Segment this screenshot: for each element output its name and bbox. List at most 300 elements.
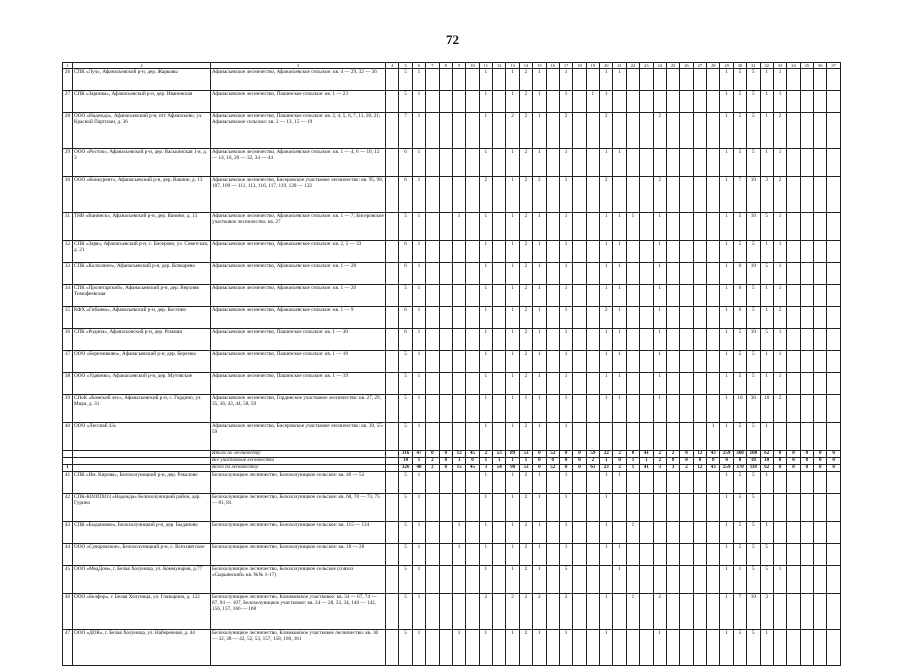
value-cell xyxy=(426,494,439,522)
value-cell: 7 xyxy=(733,594,746,630)
value-cell xyxy=(707,149,720,177)
value-cell: 5 xyxy=(733,494,746,522)
summary-value: 2 xyxy=(653,458,666,465)
value-cell: 1 xyxy=(412,594,425,630)
value-cell xyxy=(693,351,706,373)
value-cell xyxy=(707,329,720,351)
value-cell xyxy=(814,522,827,544)
value-cell: 1 xyxy=(613,263,626,285)
value-cell xyxy=(452,113,465,149)
value-cell xyxy=(439,91,452,113)
value-cell: 1 xyxy=(760,373,773,395)
value-cell: 1 xyxy=(533,373,546,395)
summary-value: 316 xyxy=(399,451,412,458)
value-cell: 1 xyxy=(479,307,492,329)
value-cell: 5 xyxy=(733,213,746,241)
value-cell: 1 xyxy=(720,285,733,307)
value-cell: 7 xyxy=(733,177,746,213)
value-cell xyxy=(814,594,827,630)
value-cell: 1 xyxy=(412,630,425,666)
table-row xyxy=(63,263,841,285)
value-cell: 1 xyxy=(760,91,773,113)
value-cell xyxy=(439,149,452,177)
value-cell: 1 xyxy=(479,149,492,177)
value-cell xyxy=(452,91,465,113)
value-cell xyxy=(586,285,599,307)
value-cell: 5 xyxy=(733,522,746,544)
value-cell: 6 xyxy=(399,149,412,177)
value-cell xyxy=(827,395,840,423)
value-cell: 1 xyxy=(506,395,519,423)
value-cell: 1 xyxy=(773,373,786,395)
value-cell xyxy=(439,423,452,451)
value-cell xyxy=(493,263,506,285)
summary-value: 0 xyxy=(693,458,706,465)
value-cell: 5 xyxy=(747,241,760,263)
value-cell xyxy=(680,594,693,630)
value-cell xyxy=(814,113,827,149)
value-cell xyxy=(466,522,479,544)
value-cell xyxy=(573,113,586,149)
location-cell: Белохолуницкое лесничество, Белохолуницкое сельское: кв. 40 — 52 xyxy=(211,472,386,494)
value-cell xyxy=(680,630,693,666)
value-cell: 2 xyxy=(533,177,546,213)
value-cell xyxy=(626,329,639,351)
value-cell xyxy=(814,373,827,395)
value-cell xyxy=(573,494,586,522)
value-cell: 1 xyxy=(760,285,773,307)
value-cell xyxy=(800,241,813,263)
value-cell xyxy=(546,263,559,285)
table-row xyxy=(63,395,841,423)
summary-value: 2 xyxy=(586,458,599,465)
value-cell: 2 xyxy=(773,113,786,149)
table-row xyxy=(63,177,841,213)
value-cell xyxy=(800,307,813,329)
location-cell: Белохолуницкое лесничество, Белохолуницкое сельское: кв. 68, 70 — 73, 75 — 81, 83 xyxy=(211,494,386,522)
value-cell xyxy=(586,594,599,630)
value-cell xyxy=(814,241,827,263)
value-cell: 1 xyxy=(412,307,425,329)
value-cell xyxy=(827,91,840,113)
value-cell xyxy=(626,351,639,373)
table-row xyxy=(63,307,841,329)
location-cell: Белохолуницкое лесничество, Климковское участковое лесничество: кв. 30 — 32, 38 — 42, 52, 53, 157, 158, 160, 161 xyxy=(211,630,386,666)
summary-value: 0 xyxy=(827,451,840,458)
value-cell: 1 xyxy=(479,423,492,451)
summary-row xyxy=(63,465,841,472)
value-cell xyxy=(787,241,800,263)
value-cell xyxy=(586,494,599,522)
value-cell xyxy=(707,91,720,113)
table-row xyxy=(63,472,841,494)
summary-value: 0 xyxy=(439,465,452,472)
row-number: 37 xyxy=(63,351,73,373)
value-cell: 1 xyxy=(720,395,733,423)
value-cell xyxy=(613,91,626,113)
location-cell: Афанасьевское лесничество, Афанасьевское сельское: кв. 1 — 20 xyxy=(211,285,386,307)
summary-value: 0 xyxy=(573,458,586,465)
value-cell xyxy=(439,544,452,566)
row-number: 34 xyxy=(63,285,73,307)
value-cell xyxy=(653,69,666,91)
value-cell xyxy=(493,113,506,149)
value-cell xyxy=(626,566,639,594)
location-cell: Афанасьевское лесничество, Пашинское сельское: кв. 1 — 19 xyxy=(211,373,386,395)
value-cell: 1 xyxy=(506,423,519,451)
location-cell: Афанасьевское лесничество, Афанасьевское сельское: кв. 1 — 9 xyxy=(211,307,386,329)
value-cell: 1 xyxy=(479,285,492,307)
summary-value: 0 xyxy=(787,451,800,458)
value-cell xyxy=(586,69,599,91)
value-cell xyxy=(626,113,639,149)
value-cell: 5 xyxy=(747,630,760,666)
value-cell xyxy=(800,566,813,594)
value-cell: 1 xyxy=(613,472,626,494)
value-cell xyxy=(452,69,465,91)
column-number-18: 18 xyxy=(573,63,586,69)
value-cell xyxy=(653,494,666,522)
value-cell: 1 xyxy=(613,285,626,307)
value-cell: 1 xyxy=(760,472,773,494)
value-cell: 2 xyxy=(519,113,532,149)
value-cell xyxy=(707,213,720,241)
summary-value: 360 xyxy=(733,451,746,458)
value-cell xyxy=(439,630,452,666)
value-cell xyxy=(626,395,639,423)
summary-value: 0 xyxy=(439,458,452,465)
value-cell xyxy=(787,149,800,177)
value-cell: 1 xyxy=(412,263,425,285)
value-cell xyxy=(693,566,706,594)
value-cell xyxy=(493,594,506,630)
value-cell xyxy=(586,307,599,329)
value-cell: 1 xyxy=(506,522,519,544)
value-cell xyxy=(452,594,465,630)
row-number: 47 xyxy=(63,630,73,666)
value-cell: 1 xyxy=(613,69,626,91)
value-cell: 2 xyxy=(519,423,532,451)
value-cell xyxy=(426,213,439,241)
value-cell xyxy=(707,263,720,285)
value-cell: 1 xyxy=(720,544,733,566)
value-cell: 1 xyxy=(559,241,572,263)
value-cell: 1 xyxy=(412,566,425,594)
value-cell: 1 xyxy=(412,285,425,307)
value-cell xyxy=(626,69,639,91)
value-cell: 5 xyxy=(399,566,412,594)
value-cell: 1 xyxy=(533,351,546,373)
value-cell xyxy=(800,373,813,395)
value-cell: 5 xyxy=(399,285,412,307)
value-cell: 5 xyxy=(747,351,760,373)
value-cell: 1 xyxy=(519,395,532,423)
location-cell: Афанасьевское лесничество, Афанасьевское сельское: кв. 1 — 28 xyxy=(211,263,386,285)
value-cell: 1 xyxy=(533,213,546,241)
summary-value: 3 xyxy=(479,465,492,472)
organization-cell: СПК «Колхозное», Афанасьевский р-н, дер. Кочкарево xyxy=(73,263,211,285)
value-cell xyxy=(626,630,639,666)
column-number-35: 35 xyxy=(800,63,813,69)
summary-value: 12 xyxy=(693,465,706,472)
value-cell xyxy=(680,329,693,351)
column-number-19: 19 xyxy=(586,63,599,69)
value-cell xyxy=(640,241,653,263)
value-cell xyxy=(666,149,679,177)
value-cell: 1 xyxy=(506,373,519,395)
value-cell xyxy=(573,241,586,263)
value-cell xyxy=(586,113,599,149)
value-cell xyxy=(493,329,506,351)
summary-value: 0 xyxy=(439,451,452,458)
value-cell xyxy=(493,241,506,263)
value-cell xyxy=(493,149,506,177)
summary-value: 1 xyxy=(640,458,653,465)
value-cell: 2 xyxy=(519,522,532,544)
summary-pre xyxy=(63,458,73,465)
value-cell: 1 xyxy=(479,69,492,91)
value-cell: 2 xyxy=(600,177,613,213)
value-cell xyxy=(680,494,693,522)
value-cell xyxy=(814,91,827,113)
value-cell: 1 xyxy=(533,241,546,263)
value-cell xyxy=(493,472,506,494)
summary-value: 1 xyxy=(479,458,492,465)
summary-label: Итого по лесничеству: xyxy=(211,451,386,458)
value-cell xyxy=(666,69,679,91)
value-cell xyxy=(613,522,626,544)
value-cell: 5 xyxy=(747,522,760,544)
value-cell xyxy=(653,472,666,494)
value-cell: 1 xyxy=(613,566,626,594)
summary-value: 45 xyxy=(466,465,479,472)
summary-value: 15 xyxy=(452,465,465,472)
value-cell: 2 xyxy=(519,594,532,630)
location-cell: Афанасьевское лесничество, Пашинское сельское: кв. 2, 4, 5, 6, 7, 11, 20, 21; Афанасьевское сельское: кв. 2 — 13, 15 — 19 xyxy=(211,113,386,149)
value-cell xyxy=(640,329,653,351)
value-cell: 1 xyxy=(506,307,519,329)
value-cell: 3 xyxy=(760,594,773,630)
value-cell xyxy=(680,149,693,177)
value-cell xyxy=(573,472,586,494)
value-cell xyxy=(493,522,506,544)
value-cell xyxy=(386,213,399,241)
value-cell xyxy=(800,149,813,177)
organization-cell: ООО «Конкурент», Афанасьевский р-н, дер. Вакино, д. 13 xyxy=(73,177,211,213)
value-cell xyxy=(586,177,599,213)
value-cell xyxy=(452,149,465,177)
summary-value: 259 xyxy=(720,451,733,458)
value-cell xyxy=(827,285,840,307)
organization-cell: ООО «МедДом», г. Белая Холуница, ул. Коммунаров, д.77 xyxy=(73,566,211,594)
value-cell xyxy=(493,307,506,329)
summary-value: 61 xyxy=(586,465,599,472)
column-number-37: 37 xyxy=(827,63,840,69)
value-cell xyxy=(707,494,720,522)
value-cell xyxy=(787,213,800,241)
table-row xyxy=(63,544,841,566)
summary-value: 59 xyxy=(586,451,599,458)
summary-value: 0 xyxy=(573,465,586,472)
value-cell: 1 xyxy=(613,241,626,263)
value-cell: 1 xyxy=(479,630,492,666)
value-cell: 1 xyxy=(720,566,733,594)
value-cell xyxy=(426,472,439,494)
value-cell xyxy=(693,69,706,91)
value-cell xyxy=(787,395,800,423)
location-cell: Афанасьевское лесничество, Афанасьевское сельское: кв. 1 — 4, 6 — 10, 12 — 14, 16, 20 — 32, 34 — 44 xyxy=(211,149,386,177)
value-cell xyxy=(680,285,693,307)
value-cell: 5 xyxy=(733,544,746,566)
value-cell xyxy=(452,494,465,522)
location-cell: Белохолуницкое лесничество, Белохолуницкое сельское (совхоз «Сырьянский» кв. №№ 1-17) xyxy=(211,566,386,594)
value-cell xyxy=(546,594,559,630)
value-cell: 1 xyxy=(653,263,666,285)
summary-value: 62 xyxy=(760,451,773,458)
summary-value: 43 xyxy=(707,465,720,472)
value-cell: 1 xyxy=(720,91,733,113)
value-cell: 1 xyxy=(506,69,519,91)
summary-value: 0 xyxy=(559,451,572,458)
page-number: 72 xyxy=(446,32,459,47)
value-cell xyxy=(787,522,800,544)
value-cell: 1 xyxy=(412,544,425,566)
value-cell xyxy=(573,307,586,329)
value-cell xyxy=(466,149,479,177)
column-number-36: 36 xyxy=(814,63,827,69)
value-cell: 1 xyxy=(412,91,425,113)
value-cell: 1 xyxy=(720,494,733,522)
value-cell xyxy=(586,149,599,177)
organization-cell: СПоК «Камский лес», Афанасьевский р-н, с. Гордино, ул. Мира, д. 31 xyxy=(73,395,211,423)
value-cell: 6 xyxy=(399,307,412,329)
value-cell xyxy=(827,472,840,494)
summary-value: 0 xyxy=(680,458,693,465)
row-number: 41 xyxy=(63,472,73,494)
value-cell xyxy=(787,285,800,307)
value-cell xyxy=(386,494,399,522)
row-number: 28 xyxy=(63,113,73,149)
value-cell: 1 xyxy=(506,177,519,213)
row-number: 27 xyxy=(63,91,73,113)
column-number-7: 7 xyxy=(426,63,439,69)
value-cell: 1 xyxy=(600,263,613,285)
value-cell xyxy=(546,373,559,395)
organization-cell: СПК «Заринка», Афанасьевский р-н, дер. Ивановская xyxy=(73,91,211,113)
value-cell xyxy=(493,213,506,241)
column-number-33: 33 xyxy=(773,63,786,69)
summary-value: 0 xyxy=(733,458,746,465)
value-cell xyxy=(707,285,720,307)
summary-value: 62 xyxy=(760,465,773,472)
summary-value: 2 xyxy=(680,465,693,472)
value-cell: 1 xyxy=(760,149,773,177)
value-cell xyxy=(546,149,559,177)
value-cell xyxy=(439,594,452,630)
value-cell: 1 xyxy=(760,113,773,149)
value-cell xyxy=(626,285,639,307)
value-cell xyxy=(707,307,720,329)
summary-value: 0 xyxy=(533,465,546,472)
value-cell xyxy=(653,149,666,177)
value-cell xyxy=(787,351,800,373)
value-cell: 5 xyxy=(733,329,746,351)
table-row xyxy=(63,494,841,522)
value-cell: 1 xyxy=(479,113,492,149)
value-cell xyxy=(626,263,639,285)
value-cell xyxy=(452,241,465,263)
value-cell xyxy=(787,307,800,329)
summary-value: 10 xyxy=(747,458,760,465)
location-cell: Афанасьевское лесничество, Афанасьевское сельское: кв. 4 — 29, 32 — 36 xyxy=(211,69,386,91)
value-cell xyxy=(586,630,599,666)
value-cell xyxy=(800,177,813,213)
column-number-5: 5 xyxy=(399,63,412,69)
value-cell: 1 xyxy=(600,91,613,113)
value-cell xyxy=(693,395,706,423)
value-cell xyxy=(546,329,559,351)
value-cell xyxy=(586,395,599,423)
value-cell: 1 xyxy=(506,241,519,263)
value-cell xyxy=(439,566,452,594)
value-cell: 1 xyxy=(653,213,666,241)
value-cell xyxy=(680,307,693,329)
summary-value: 1 xyxy=(519,458,532,465)
value-cell: 1 xyxy=(613,329,626,351)
summary-row xyxy=(63,451,841,458)
value-cell xyxy=(586,472,599,494)
value-cell xyxy=(426,566,439,594)
value-cell xyxy=(439,113,452,149)
value-cell xyxy=(653,544,666,566)
value-cell: 2 xyxy=(519,472,532,494)
value-cell: 1 xyxy=(412,177,425,213)
location-cell: Афанасьевское лесничество, Афанасьевское сельское: кв. 1 — 7; Бисеровское участковое лесничество: кв. 27 xyxy=(211,213,386,241)
value-cell: 1 xyxy=(720,329,733,351)
value-cell: 1 xyxy=(720,149,733,177)
value-cell xyxy=(386,351,399,373)
value-cell: 10 xyxy=(733,395,746,423)
value-cell xyxy=(640,285,653,307)
summary-value: 326 xyxy=(399,465,412,472)
value-cell xyxy=(680,113,693,149)
organization-cell: ООО «Березниково», Афанасьевский р-н, дер. Березны xyxy=(73,351,211,373)
summary-value: 118 xyxy=(747,465,760,472)
value-cell xyxy=(466,177,479,213)
value-cell xyxy=(466,91,479,113)
summary-value: 22 xyxy=(600,451,613,458)
value-cell: 5 xyxy=(399,373,412,395)
value-cell xyxy=(827,522,840,544)
summary-value: 53 xyxy=(519,465,532,472)
value-cell xyxy=(613,594,626,630)
row-number: 32 xyxy=(63,241,73,263)
value-cell: 5 xyxy=(399,594,412,630)
value-cell: 10 xyxy=(747,213,760,241)
value-cell xyxy=(426,91,439,113)
value-cell: 5 xyxy=(747,373,760,395)
value-cell xyxy=(493,395,506,423)
value-cell xyxy=(426,395,439,423)
value-cell: 1 xyxy=(733,566,746,594)
summary-value: 0 xyxy=(800,465,813,472)
value-cell xyxy=(493,544,506,566)
value-cell xyxy=(466,494,479,522)
value-cell: 6 xyxy=(399,177,412,213)
value-cell: 5 xyxy=(399,522,412,544)
table-row xyxy=(63,69,841,91)
value-cell xyxy=(653,91,666,113)
